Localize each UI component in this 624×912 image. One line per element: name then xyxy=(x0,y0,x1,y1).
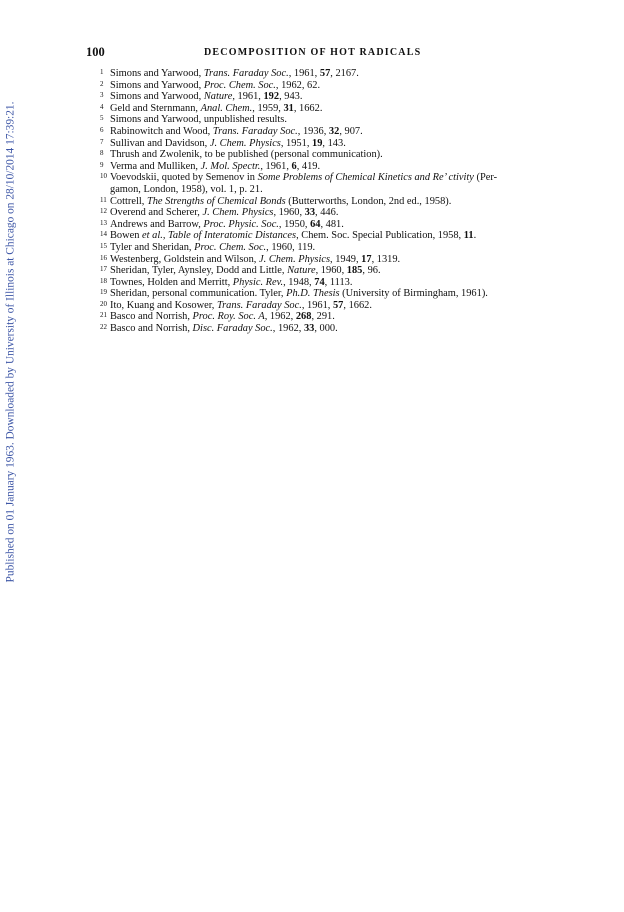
reference-journal: Some Problems of Chemical Kinetics and Re’ ctivity xyxy=(257,172,474,184)
reference-pages: , 1319. xyxy=(371,253,401,265)
page-number: 100 xyxy=(86,45,105,59)
reference-number: 12 xyxy=(100,207,107,216)
reference-authors: Basco and Norrish, xyxy=(110,311,193,323)
reference-item xyxy=(100,80,530,92)
reference-pages: , 446. xyxy=(315,207,339,219)
reference-number: 11 xyxy=(100,195,107,204)
reference-authors: Simons and Yarwood, unpublished results. xyxy=(110,114,287,126)
reference-year: , 1961, xyxy=(301,299,333,311)
reference-authors: Simons and Yarwood, xyxy=(110,68,204,79)
reference-authors: Basco and Norrish, xyxy=(110,323,193,335)
reference-item xyxy=(100,254,530,266)
reference-volume: 57 xyxy=(319,68,331,79)
reference-number: 9 xyxy=(100,160,104,169)
reference-item xyxy=(100,161,530,173)
reference-authors: Andrews and Barrow, xyxy=(110,218,204,230)
reference-number: 15 xyxy=(100,241,107,250)
reference-pages: . xyxy=(473,230,477,242)
reference-authors: Bowen xyxy=(110,230,143,242)
reference-journal: J. Chem. Physics xyxy=(209,137,281,149)
reference-journal: J. Mol. Spectr. xyxy=(200,160,261,172)
reference-number: 2 xyxy=(100,79,104,88)
reference-authors: Tyler and Sheridan, xyxy=(110,241,195,253)
watermark-text: Published on 01 January 1963. Downloaded by University of Illinois at Chicago on 28/10/2014 17:39:21. xyxy=(4,101,16,583)
reference-journal: Proc. Roy. Soc. A xyxy=(192,311,265,323)
reference-authors: Simons and Yarwood, xyxy=(110,79,204,91)
reference-item xyxy=(100,242,530,254)
reference-journal: Trans. Faraday Soc. xyxy=(203,68,289,79)
reference-year: , 1960, 119. xyxy=(266,241,316,253)
reference-volume: 192 xyxy=(263,91,280,103)
reference-item xyxy=(100,288,530,300)
reference-item xyxy=(100,300,530,312)
reference-year: , 1959, xyxy=(252,102,284,114)
reference-pages: , 907. xyxy=(339,125,363,137)
reference-year: (Per- xyxy=(473,172,498,184)
reference-authors: Townes, Holden and Merritt, xyxy=(110,276,233,288)
reference-number: 7 xyxy=(100,137,104,146)
reference-authors: Sheridan, Tyler, Aynsley, Dodd and Little, xyxy=(110,265,288,277)
reference-number: 17 xyxy=(100,265,107,274)
reference-volume: 6 xyxy=(291,160,297,172)
reference-item xyxy=(100,265,530,277)
reference-volume: 11 xyxy=(463,230,474,242)
reference-number: 21 xyxy=(100,311,107,320)
reference-volume: 31 xyxy=(283,102,294,114)
reference-journal: Disc. Faraday Soc. xyxy=(192,323,273,335)
reference-volume: 185 xyxy=(346,265,363,277)
reference-item xyxy=(100,196,530,208)
reference-item xyxy=(100,138,530,150)
reference-item xyxy=(100,172,530,195)
reference-item xyxy=(100,323,530,335)
reference-journal: Trans. Faraday Soc. xyxy=(216,299,302,311)
reference-journal: Proc. Physic. Soc. xyxy=(203,218,279,230)
reference-year: , 1961, xyxy=(288,68,320,79)
reference-pages: , 481. xyxy=(320,218,344,230)
reference-year: , 1960, xyxy=(273,207,305,219)
reference-item xyxy=(100,103,530,115)
reference-continuation: gamon, London, 1958), vol. 1, p. 21. xyxy=(110,183,263,195)
reference-year: , 1960, xyxy=(315,265,347,277)
reference-number: 14 xyxy=(100,230,107,239)
reference-authors: Sheridan, personal communication. Tyler, xyxy=(110,288,287,300)
reference-number: 20 xyxy=(100,299,107,308)
reference-number: 16 xyxy=(100,253,107,262)
reference-authors: Sullivan and Davidson, xyxy=(110,137,210,149)
reference-item xyxy=(100,114,530,126)
reference-journal: et al., Table of Interatomic Distances xyxy=(142,230,297,242)
reference-number: 6 xyxy=(100,125,104,134)
reference-volume: 17 xyxy=(361,253,372,265)
reference-journal: Ph.D. Thesis xyxy=(286,288,340,300)
reference-year: (University of Birmingham, 1961). xyxy=(339,288,488,300)
reference-journal: Nature xyxy=(287,265,316,277)
reference-number: 13 xyxy=(100,218,107,227)
running-title: DECOMPOSITION OF HOT RADICALS xyxy=(204,47,422,58)
reference-number: 8 xyxy=(100,149,104,158)
reference-volume: 32 xyxy=(328,125,340,137)
reference-list xyxy=(100,68,530,335)
reference-authors: Ito, Kuang and Kosower, xyxy=(110,299,217,311)
reference-journal: Nature xyxy=(203,91,233,103)
reference-year: , 1962, 62. xyxy=(275,79,321,91)
reference-year: , 1950, xyxy=(278,218,311,230)
reference-number: 10 xyxy=(100,172,107,181)
reference-journal: J. Chem. Physics xyxy=(259,253,330,265)
reference-volume: 33 xyxy=(304,207,316,219)
reference-item xyxy=(100,149,530,161)
reference-year: , 1949, xyxy=(330,253,362,265)
reference-volume: 268 xyxy=(295,311,312,323)
reference-pages: , 143. xyxy=(322,137,346,149)
reference-number: 4 xyxy=(100,102,104,111)
page-header xyxy=(86,45,526,61)
reference-number: 1 xyxy=(100,68,104,76)
reference-pages: , 1113. xyxy=(324,276,353,288)
reference-authors: Rabinowitch and Wood, xyxy=(110,125,213,137)
reference-pages: , 419. xyxy=(296,160,321,172)
reference-year: , 1962, xyxy=(264,311,296,323)
reference-item xyxy=(100,219,530,231)
reference-authors: Westenberg, Goldstein and Wilson, xyxy=(110,253,260,265)
reference-volume: 74 xyxy=(314,276,325,288)
reference-item xyxy=(100,68,530,80)
reference-journal: Physic. Rev. xyxy=(232,276,284,288)
download-watermark xyxy=(1,92,19,592)
reference-volume: 57 xyxy=(332,299,344,311)
reference-pages: , 000. xyxy=(314,323,338,335)
reference-item xyxy=(100,207,530,219)
reference-pages: , 2167. xyxy=(330,68,359,79)
reference-pages: , 1662. xyxy=(343,299,372,311)
reference-item xyxy=(100,91,530,103)
reference-volume: 19 xyxy=(312,137,323,149)
reference-authors: Cottrell, xyxy=(110,195,147,207)
reference-number: 22 xyxy=(100,323,107,332)
reference-number: 18 xyxy=(100,276,107,285)
reference-authors: Geld and Sternmann, xyxy=(110,102,201,114)
reference-pages: , 1662. xyxy=(293,102,323,114)
reference-authors: Voevodskii, quoted by Semenov in xyxy=(110,172,258,184)
reference-number: 5 xyxy=(100,114,104,123)
reference-journal: Anal. Chem. xyxy=(200,102,253,114)
reference-pages: , 96. xyxy=(362,265,381,277)
reference-volume: 64 xyxy=(310,218,321,230)
reference-journal: Proc. Chem. Soc. xyxy=(194,241,267,253)
reference-journal: The Strengths of Chemical Bonds xyxy=(146,195,286,207)
reference-number: 19 xyxy=(100,288,107,297)
reference-year: (Butterworths, London, 2nd ed., 1958). xyxy=(285,195,452,207)
reference-item xyxy=(100,230,530,242)
reference-volume: 33 xyxy=(303,323,315,335)
reference-year: , 1951, xyxy=(280,137,313,149)
reference-year: , 1948, xyxy=(283,276,315,288)
reference-pages: , 943. xyxy=(279,91,303,103)
reference-authors: Thrush and Zwolenik, to be published (personal communication). xyxy=(110,149,383,161)
reference-journal: Trans. Faraday Soc. xyxy=(212,125,298,137)
reference-item xyxy=(100,311,530,323)
reference-journal: Proc. Chem. Soc. xyxy=(203,79,276,91)
reference-year: , 1962, xyxy=(272,323,304,335)
reference-authors: Overend and Scherer, xyxy=(110,207,203,219)
reference-authors: Verma and Mulliken, xyxy=(110,160,201,172)
reference-authors: Simons and Yarwood, xyxy=(110,91,204,103)
reference-number: 3 xyxy=(100,91,104,100)
reference-pages: , 291. xyxy=(311,311,335,323)
reference-year: , 1936, xyxy=(297,125,329,137)
reference-journal: J. Chem. Physics xyxy=(202,207,274,219)
reference-item xyxy=(100,277,530,289)
reference-year: , Chem. Soc. Special Publication, 1958, xyxy=(296,230,464,242)
reference-item xyxy=(100,126,530,138)
reference-year: , 1961, xyxy=(232,91,264,103)
reference-year: , 1961, xyxy=(260,160,292,172)
